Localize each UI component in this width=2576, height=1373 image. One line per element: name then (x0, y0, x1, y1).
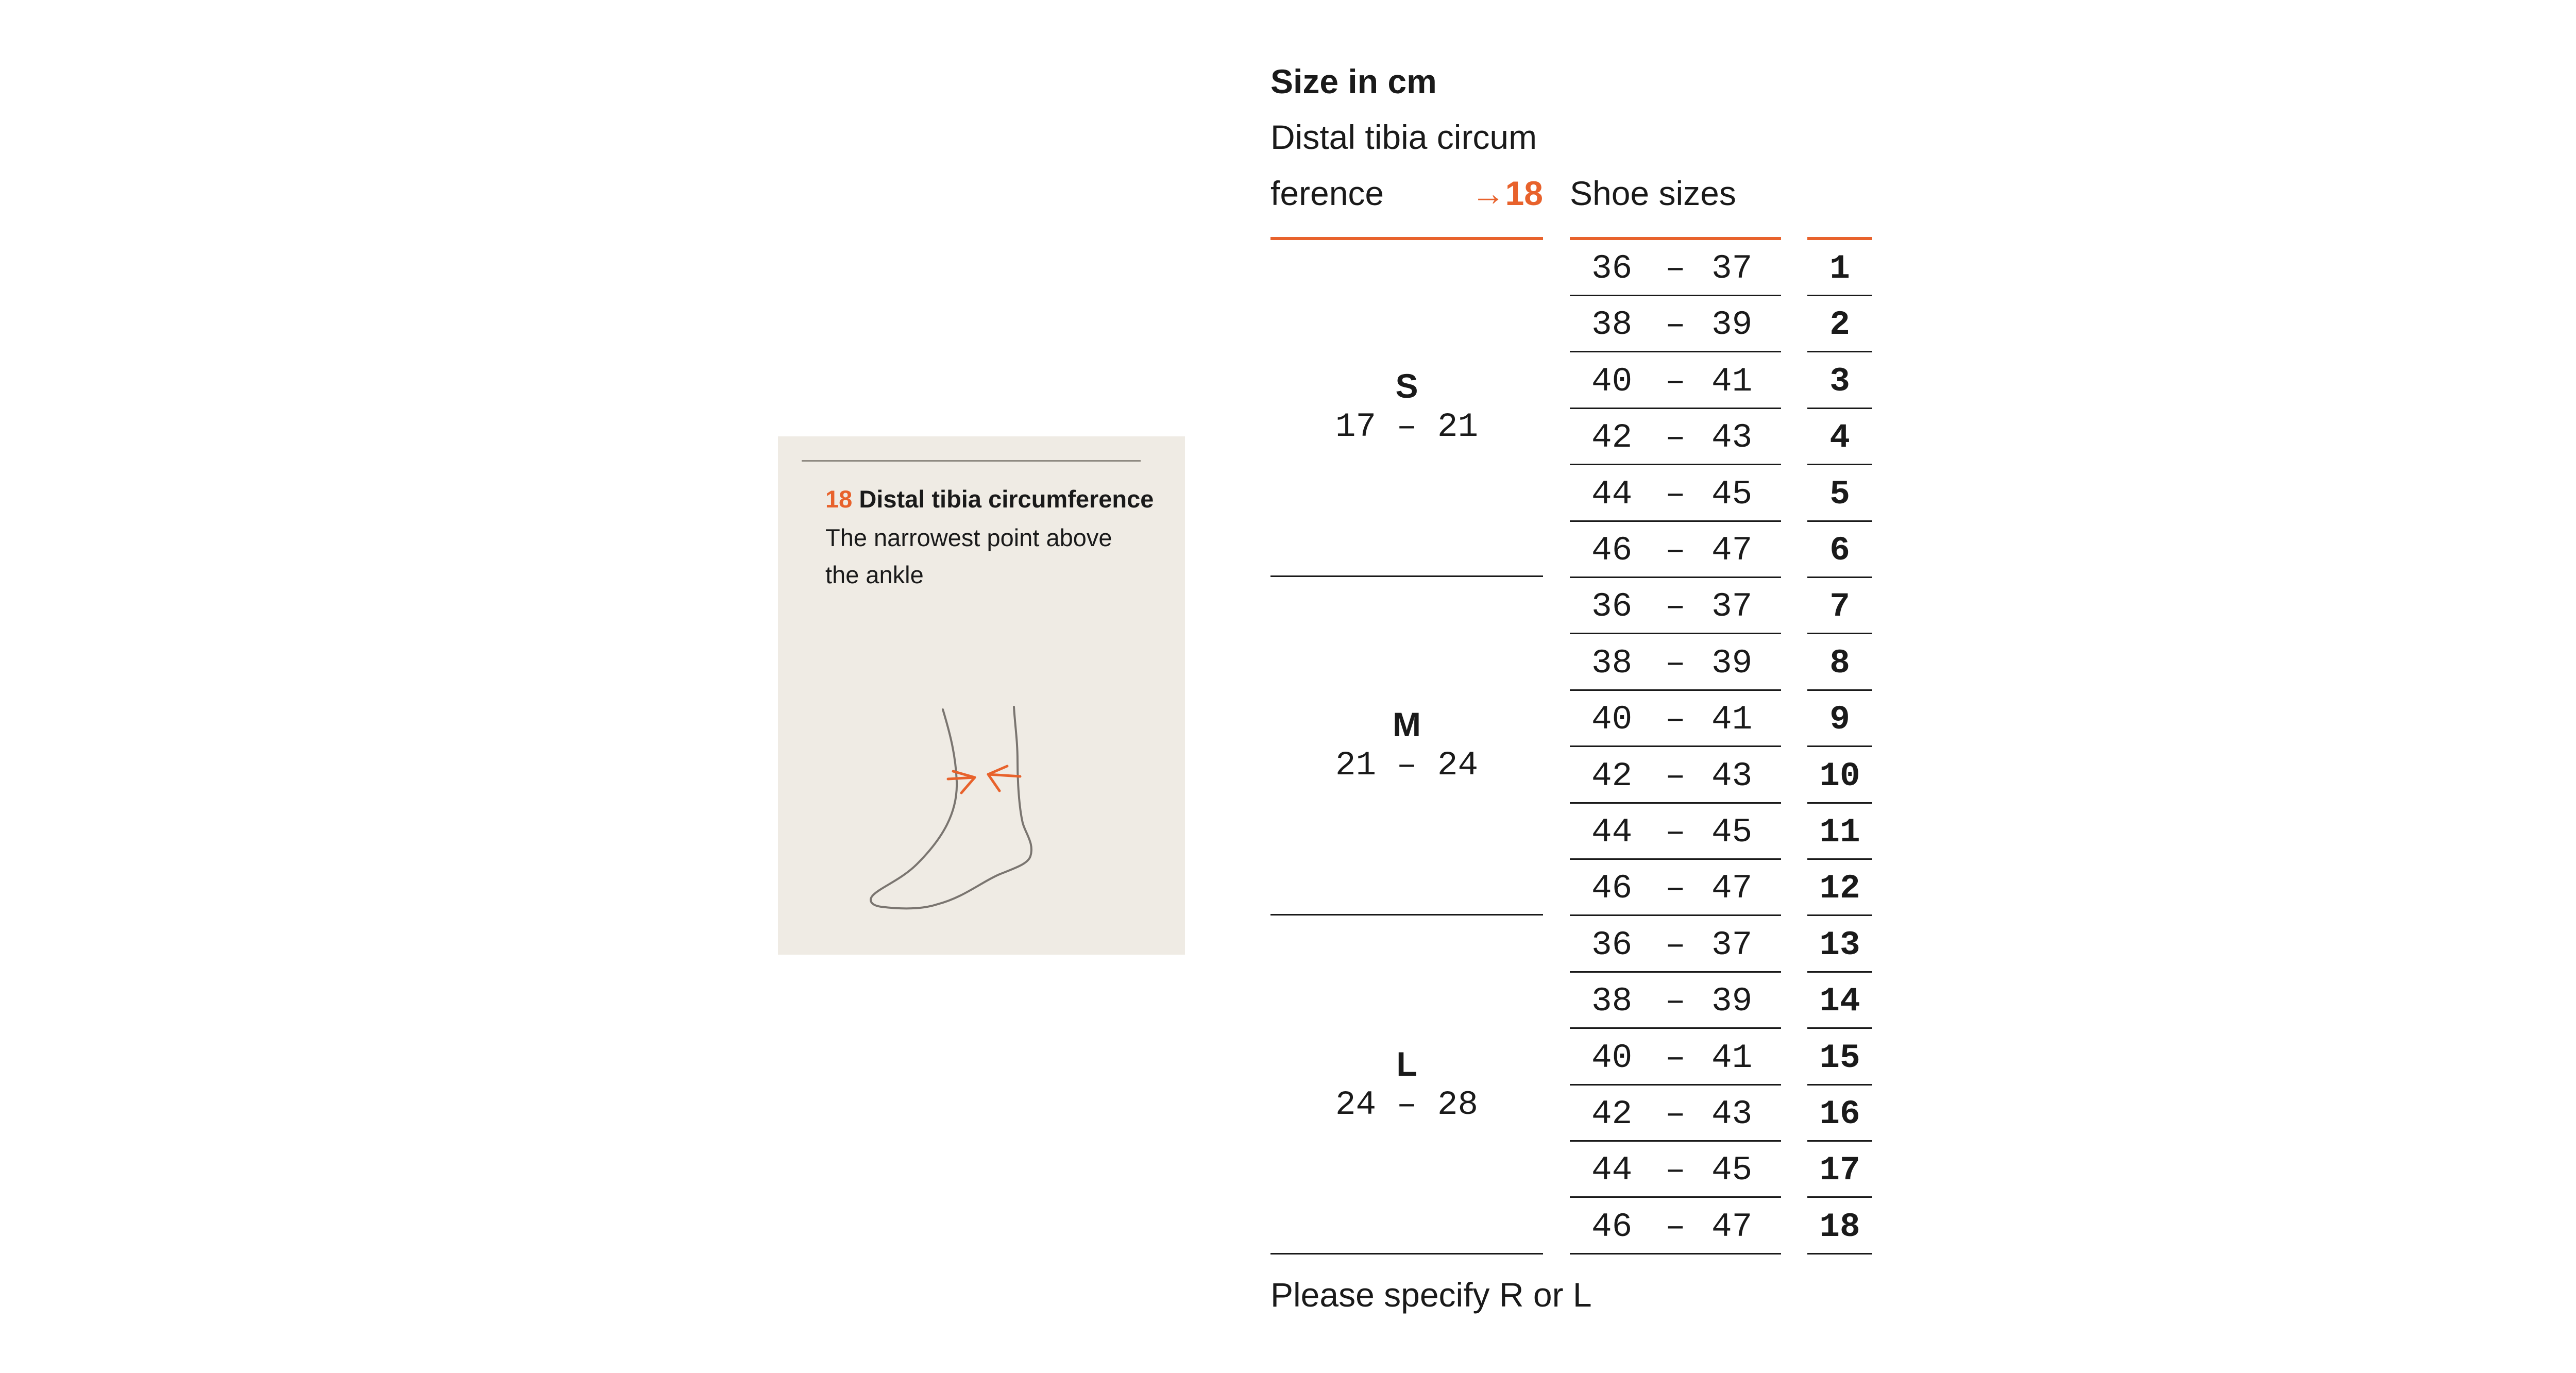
column-header-reference: →18 (1471, 174, 1543, 212)
column-header-shoe-sizes: Shoe sizes (1570, 174, 1736, 212)
shoe-size-from: 42 (1591, 1095, 1633, 1133)
shoe-size-to: 37 (1711, 926, 1753, 964)
table-row-index (1807, 1142, 1872, 1198)
table-row-shoe-size (1570, 860, 1781, 916)
table-row-index (1807, 296, 1872, 352)
shoe-size-from: 44 (1591, 1151, 1633, 1190)
table-row-shoe-size (1570, 804, 1781, 860)
size-range: 21 – 24 (1335, 746, 1479, 785)
row-index: 7 (1829, 587, 1850, 626)
size-group-s (1270, 240, 1543, 577)
table-row-shoe-size (1570, 409, 1781, 465)
shoe-size-from: 36 (1591, 249, 1633, 288)
shoe-size-to: 41 (1711, 1039, 1753, 1077)
table-row-index (1807, 1198, 1872, 1255)
table-row-shoe-size (1570, 1198, 1781, 1255)
table-row-shoe-size (1570, 748, 1781, 804)
table-row-index (1807, 353, 1872, 409)
shoe-size-to: 45 (1711, 813, 1753, 852)
range-dash: – (1665, 306, 1686, 344)
shoe-size-from: 38 (1591, 982, 1633, 1021)
size-letter: L (1396, 1045, 1417, 1083)
row-divider (1807, 914, 1872, 916)
size-letter: M (1393, 705, 1421, 743)
shoe-size-to: 37 (1711, 587, 1753, 626)
range-dash: – (1665, 1095, 1686, 1133)
table-row-shoe-size (1570, 635, 1781, 691)
table-row-index (1807, 522, 1872, 578)
table-row-index (1807, 466, 1872, 522)
info-card (778, 436, 1185, 955)
shoe-size-from: 42 (1591, 757, 1633, 795)
shoe-size-to: 41 (1711, 362, 1753, 401)
range-dash: – (1665, 475, 1686, 514)
table-row-shoe-size (1570, 917, 1781, 973)
shoe-size-to: 43 (1711, 757, 1753, 795)
shoe-size-to: 41 (1711, 700, 1753, 739)
row-divider (1570, 1027, 1781, 1029)
row-index: 9 (1829, 700, 1850, 739)
table-row-shoe-size (1570, 1086, 1781, 1142)
shoe-size-to: 47 (1711, 1208, 1753, 1246)
row-divider (1570, 633, 1781, 634)
row-index: 3 (1829, 362, 1850, 401)
range-dash: – (1665, 700, 1686, 739)
table-row-index (1807, 804, 1872, 860)
range-dash: – (1665, 869, 1686, 908)
row-index: 11 (1819, 813, 1860, 852)
row-divider (1807, 1196, 1872, 1198)
range-dash: – (1665, 587, 1686, 626)
table-row-shoe-size (1570, 296, 1781, 352)
row-divider (1570, 1253, 1781, 1255)
table-row-index (1807, 1086, 1872, 1142)
shoe-size-from: 46 (1591, 1208, 1633, 1246)
shoe-size-from: 44 (1591, 813, 1633, 852)
row-index: 10 (1819, 757, 1860, 795)
table-row-index (1807, 973, 1872, 1029)
row-index: 5 (1829, 475, 1850, 514)
range-dash: – (1665, 249, 1686, 288)
shoe-size-to: 47 (1711, 869, 1753, 908)
shoe-size-to: 39 (1711, 982, 1753, 1021)
shoe-size-to: 37 (1711, 249, 1753, 288)
table-row-shoe-size (1570, 973, 1781, 1029)
range-dash: – (1665, 1151, 1686, 1190)
row-index: 2 (1829, 306, 1850, 344)
shoe-size-to: 45 (1711, 1151, 1753, 1190)
shoe-size-from: 44 (1591, 475, 1633, 514)
row-index: 14 (1819, 982, 1860, 1021)
row-index: 8 (1829, 644, 1850, 683)
footnote: Please specify R or L (1270, 1276, 1592, 1314)
table-row-index (1807, 635, 1872, 691)
card-number: 18 (825, 485, 853, 513)
shoe-size-from: 40 (1591, 1039, 1633, 1077)
shoe-size-from: 42 (1591, 418, 1633, 457)
shoe-size-to: 47 (1711, 531, 1753, 570)
size-range: 24 – 28 (1335, 1086, 1479, 1124)
row-divider (1570, 914, 1781, 916)
row-divider (1570, 745, 1781, 747)
shoe-size-from: 38 (1591, 306, 1633, 344)
range-dash: – (1665, 926, 1686, 964)
table-row-shoe-size (1570, 578, 1781, 634)
table-row-shoe-size (1570, 1029, 1781, 1086)
table-row-shoe-size (1570, 466, 1781, 522)
table-row-index (1807, 748, 1872, 804)
row-divider (1570, 464, 1781, 465)
row-index: 12 (1819, 869, 1860, 908)
group-divider (1270, 1253, 1543, 1255)
foot-ankle-illustration (860, 704, 1077, 936)
shoe-size-from: 46 (1591, 869, 1633, 908)
range-dash: – (1665, 813, 1686, 852)
shoe-size-to: 39 (1711, 644, 1753, 683)
card-divider (802, 460, 1141, 462)
range-dash: – (1665, 644, 1686, 683)
card-title (825, 485, 1154, 513)
shoe-size-from: 36 (1591, 926, 1633, 964)
shoe-size-to: 45 (1711, 475, 1753, 514)
column-header-circumference-line2: ference (1270, 174, 1384, 212)
row-divider (1807, 1253, 1872, 1255)
size-letter: S (1395, 367, 1418, 405)
range-dash: – (1665, 362, 1686, 401)
column-header-circumference-line1: Distal tibia circum (1270, 118, 1537, 156)
row-divider (1570, 351, 1781, 352)
range-dash: – (1665, 982, 1686, 1021)
row-index: 15 (1819, 1039, 1860, 1077)
shoe-size-to: 43 (1711, 418, 1753, 457)
range-dash: – (1665, 1208, 1686, 1246)
row-divider (1807, 745, 1872, 747)
range-dash: – (1665, 1039, 1686, 1077)
table-row-shoe-size (1570, 1142, 1781, 1198)
row-divider (1807, 1027, 1872, 1029)
card-description: The narrowest point above the ankle (825, 524, 1112, 588)
table-row-index (1807, 578, 1872, 634)
size-range: 17 – 21 (1335, 408, 1479, 446)
row-index: 1 (1829, 249, 1850, 288)
row-index: 16 (1819, 1095, 1860, 1133)
shoe-size-from: 46 (1591, 531, 1633, 570)
row-divider (1570, 1196, 1781, 1198)
row-index: 13 (1819, 926, 1860, 964)
table-title: Size in cm (1270, 62, 1437, 100)
range-dash: – (1665, 531, 1686, 570)
table-row-index (1807, 917, 1872, 973)
table-row-index (1807, 409, 1872, 465)
row-divider (1807, 351, 1872, 352)
row-divider (1807, 633, 1872, 634)
table-row-index (1807, 240, 1872, 296)
shoe-size-to: 39 (1711, 306, 1753, 344)
row-index: 18 (1819, 1208, 1860, 1246)
shoe-size-from: 40 (1591, 362, 1633, 401)
measure-arrows-icon (948, 766, 1020, 793)
table-row-index (1807, 860, 1872, 916)
table-row-shoe-size (1570, 522, 1781, 578)
size-group-m (1270, 577, 1543, 916)
table-row-index (1807, 691, 1872, 747)
table-row-shoe-size (1570, 240, 1781, 296)
table-row-shoe-size (1570, 353, 1781, 409)
row-divider (1807, 464, 1872, 465)
table-row-index (1807, 1029, 1872, 1086)
row-index: 6 (1829, 531, 1850, 570)
shoe-size-from: 40 (1591, 700, 1633, 739)
row-index: 4 (1829, 418, 1850, 457)
shoe-size-to: 43 (1711, 1095, 1753, 1133)
shoe-size-from: 36 (1591, 587, 1633, 626)
card-title-text: Distal tibia circumference (859, 485, 1154, 513)
range-dash: – (1665, 757, 1686, 795)
table-row-shoe-size (1570, 691, 1781, 747)
shoe-size-from: 38 (1591, 644, 1633, 683)
row-index: 17 (1819, 1151, 1860, 1190)
size-group-l (1270, 916, 1543, 1255)
range-dash: – (1665, 418, 1686, 457)
